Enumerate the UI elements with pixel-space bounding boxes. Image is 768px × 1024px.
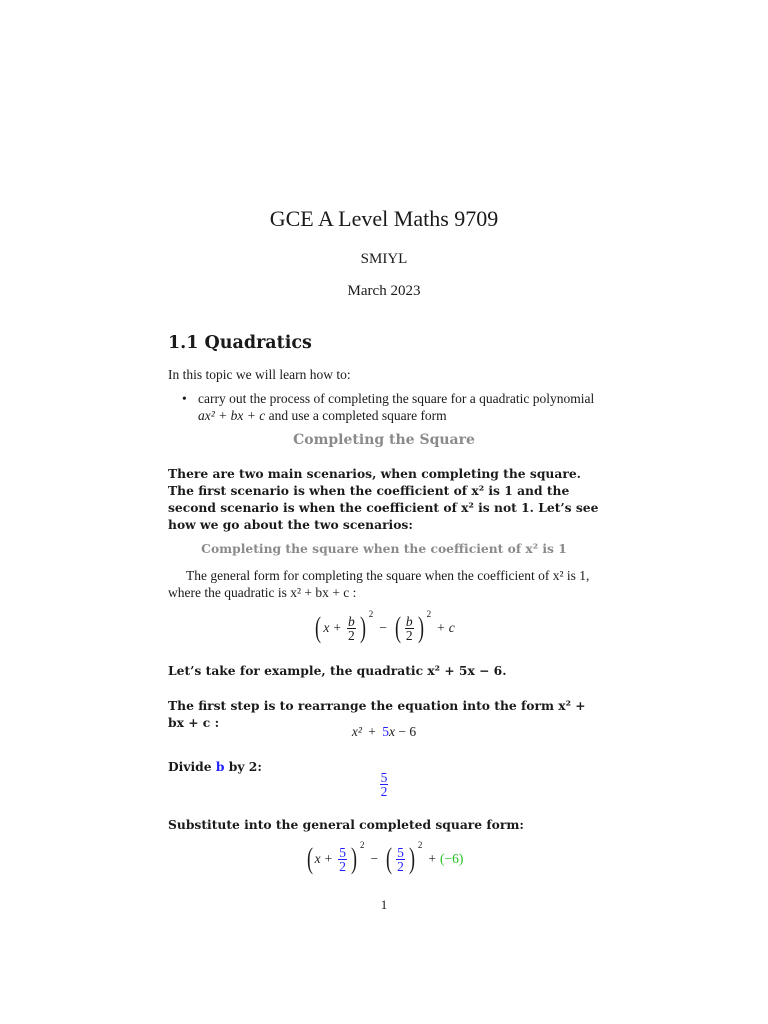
bullet-line-2	[198, 407, 602, 424]
coefficient-b: 5	[382, 724, 390, 739]
bullet-line-1: carry out the process of completing the square for a quadratic polynomial	[198, 391, 595, 406]
bullet-line-2-text: and use a completed square form	[265, 408, 447, 423]
subheading-coefficient-one: Completing the square when the coefficient of x² is 1	[201, 541, 567, 556]
fraction-five-over-two: $\frac{5}{2}$	[397, 844, 404, 874]
document-date: March 2023	[347, 283, 421, 299]
fraction-b-over-2: $\frac{b}{2}$	[405, 613, 413, 643]
page-number: 1	[380, 897, 388, 912]
fraction-five-over-two: $\frac{5}{2}$	[380, 769, 388, 799]
rearranged-equation: x² + 5x − 6	[351, 724, 417, 739]
bullet-item	[182, 390, 602, 424]
divide-instruction: Divide b by 2:	[168, 759, 262, 774]
subheading-completing-square: Completing the Square	[293, 432, 475, 448]
fraction-five-over-two: $\frac{5}{2}$	[339, 844, 346, 874]
document-title: GCE A Level Maths 9709	[269, 206, 499, 231]
general-form-paragraph: The general form for completing the square when the coefficient of x² is 1, where the quadratic is x² + bx + c :	[168, 568, 590, 600]
bullet-dot-icon: •	[182, 391, 187, 406]
document-author: SMIYL	[360, 251, 408, 267]
example-text: Let’s take for example, the quadratic x² + 5x − 6.	[168, 663, 507, 678]
constant-c-value: (−6)	[440, 851, 464, 866]
section-heading: 1.1 Quadratics	[168, 333, 312, 353]
bullet-expression: ax² + bx + c	[198, 408, 266, 423]
first-step-text: The first step is to rearrange the equation into the form x² + bx + c :	[168, 698, 586, 730]
scenarios-paragraph: There are two main scenarios, when completing the square. The first scenario is when the coefficient of x² is 1 and the second scenario is when the coefficient of x² is not 1. Let’s see how we go about the two scenarios:	[168, 466, 599, 532]
fraction-b-over-2: $\frac{b}{2}$	[347, 613, 355, 643]
substitute-text: Substitute into the general completed square form:	[168, 817, 524, 832]
general-form-equation: ( x + $\frac{b}{2}$ ) 2 − ( $\frac{b}{2}$ ) 2 + c	[315, 609, 455, 644]
substituted-equation: ( x + $\frac{5}{2}$ ) 2 − ( $\frac{5}{2}$ ) 2 + (−6)	[306, 840, 464, 875]
intro-text: In this topic we will learn how to:	[168, 367, 351, 382]
